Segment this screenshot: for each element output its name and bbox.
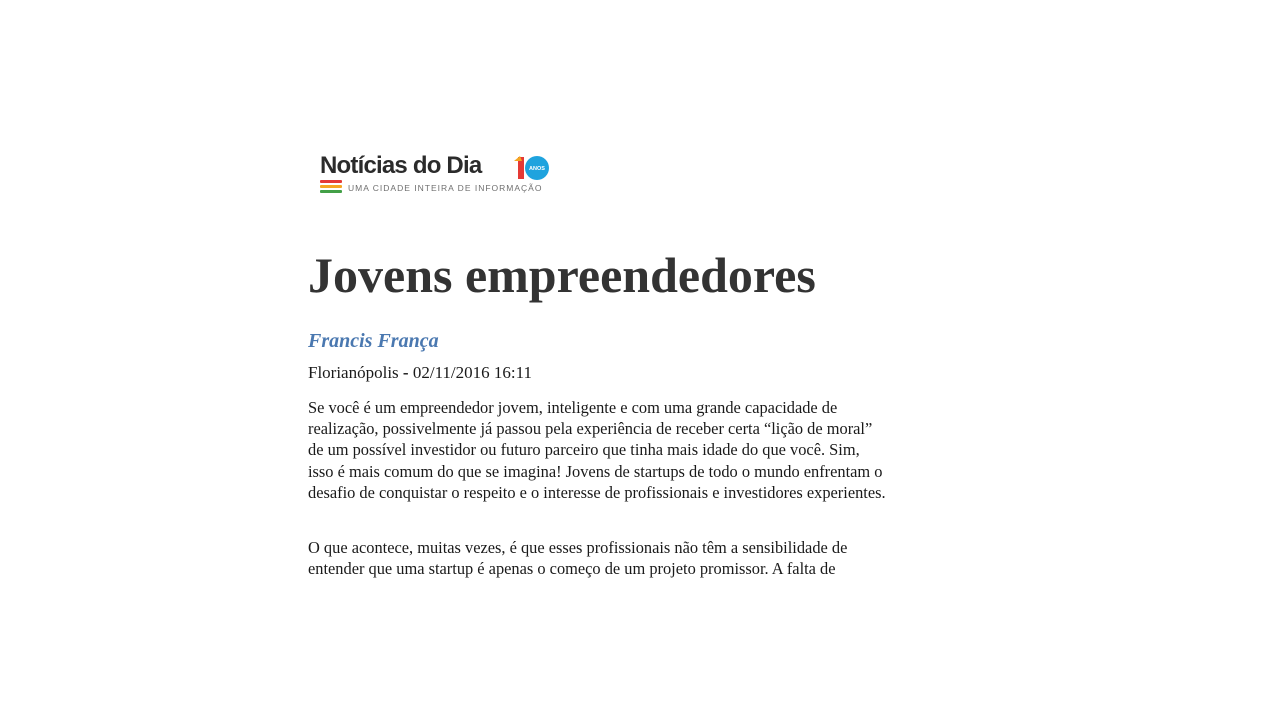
article-author[interactable]: Francis França (308, 330, 439, 352)
site-logo[interactable] (320, 152, 560, 200)
dateline-separator: - (402, 363, 409, 382)
paragraph-line: O que acontece, muitas vezes, é que esses profissionais não têm a sensibilidade de (308, 538, 848, 557)
badge-label: ANOS (529, 166, 545, 172)
paragraph-line: realização, possivelmente já passou pela experiência de receber certa “lição de moral” (308, 419, 873, 439)
logo-wordmark: Notícias do Dia (320, 152, 482, 179)
article-dateline (308, 363, 532, 383)
logo-stripe-red (320, 180, 342, 183)
article-title: Jovens empreendedores (308, 247, 816, 303)
paragraph-line: Se você é um empreendedor jovem, inteligente e com uma grande capacidade de (308, 398, 838, 417)
anniversary-badge-icon (512, 153, 550, 183)
article-location: Florianópolis (308, 363, 399, 382)
paragraph-line: desafio de conquistar o respeito e o interesse de profissionais e investidores experientes. (308, 482, 886, 502)
paragraph-line: de um possível investidor ou futuro parceiro que tinha mais idade do que você. Sim, (308, 440, 860, 460)
logo-stripe-orange (320, 185, 342, 188)
article-paragraph-1 (308, 397, 886, 503)
logo-stripe-green (320, 190, 342, 193)
paragraph-line: isso é mais comum do que se imagina! Jovens de startups de todo o mundo enfrentam o (308, 461, 883, 481)
logo-stripes-icon (320, 180, 342, 196)
logo-tagline: UMA CIDADE INTEIRA DE INFORMAÇÃO (348, 183, 543, 193)
article-datetime: 02/11/2016 16:11 (412, 363, 533, 382)
article-paragraph-2 (308, 537, 847, 579)
paragraph-line: entender que uma startup é apenas o começo de um projeto promissor. A falta de (308, 559, 836, 579)
